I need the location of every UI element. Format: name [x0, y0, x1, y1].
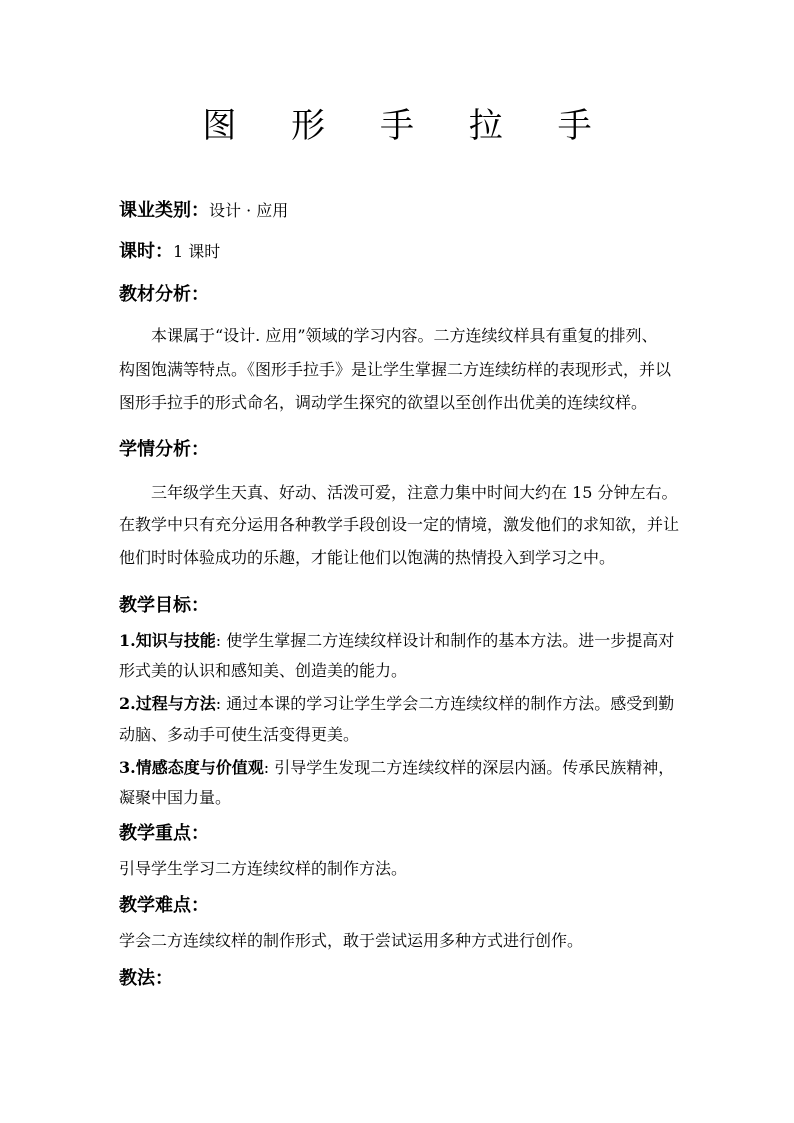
course-category-label: 课业类别： — [119, 200, 209, 221]
goal-item-1-line-1 — [119, 629, 679, 653]
material-analysis-line: 图形手拉手的形式命名，调动学生探究的欲望以至创作出优美的连续纹样。 — [119, 393, 648, 412]
teaching-method-heading: 教法： — [119, 968, 173, 989]
key-points-heading: 教学重点： — [119, 823, 209, 844]
key-points-text: 引导学生学习二方连续纹样的制作方法。 — [119, 859, 408, 878]
goal-item-1-line-2: 形式美的认识和感知美、创造美的能力。 — [119, 661, 408, 680]
material-analysis-heading: 教材分析： — [119, 284, 209, 305]
difficult-points-text: 学会二方连续纹样的制作形式，敢于尝试运用多种方式进行创作。 — [119, 931, 584, 950]
student-analysis-line: 他们时时体验成功的乐趣，才能让他们以饱满的热情投入到学习之中。 — [119, 548, 616, 567]
difficult-points-heading: 教学难点： — [119, 895, 209, 916]
student-analysis-heading: 学情分析： — [119, 439, 209, 460]
goal-item-3-line-1 — [119, 756, 679, 780]
lesson-hours-value: 1 课时 — [173, 242, 221, 261]
goal-item-2-line-1 — [119, 692, 679, 716]
goal-item-1-label: 1.知识与技能 — [119, 631, 216, 650]
student-analysis-line: 在教学中只有充分运用各种教学手段创设一定的情境，激发他们的求知欲，并让 — [119, 515, 680, 534]
course-category-row — [119, 199, 679, 223]
page-title: 图 形 手 拉 手 — [202, 106, 614, 146]
course-category-value: 设计 · 应用 — [209, 201, 289, 220]
student-analysis-line: 三年级学生天真、好动、活泼可爱，注意力集中时间大约在 15 分钟左右。 — [151, 483, 678, 502]
goal-item-3-label: 3.情感态度与价值观 — [119, 758, 264, 777]
goal-item-2-label: 2.过程与方法 — [119, 694, 216, 713]
goal-item-3-text: : 引导学生发现二方连续纹样的深层内涵。传承民族精神， — [263, 758, 675, 777]
lesson-hours-row — [119, 240, 679, 264]
goal-item-1-text: : 使学生掌握二方连续纹样设计和制作的基本方法。进一步提高对 — [215, 631, 675, 650]
material-analysis-line: 本课属于“设计. 应用”领域的学习内容。二方连续纹样具有重复的排列、 — [151, 326, 658, 345]
goal-item-2-text: : 通过本课的学习让学生学会二方连续纹样的制作方法。感受到勤 — [215, 694, 675, 713]
lesson-hours-label: 课时： — [119, 241, 173, 262]
goal-item-2-line-2: 动脑、多动手可使生活变得更美。 — [119, 725, 360, 744]
goal-item-3-line-2: 凝聚中国力量。 — [119, 788, 232, 807]
teaching-goals-heading: 教学目标： — [119, 595, 209, 616]
material-analysis-line: 构图饱满等特点。《图形手拉手》是让学生掌握二方连续纺样的表现形式，并以 — [119, 360, 672, 379]
